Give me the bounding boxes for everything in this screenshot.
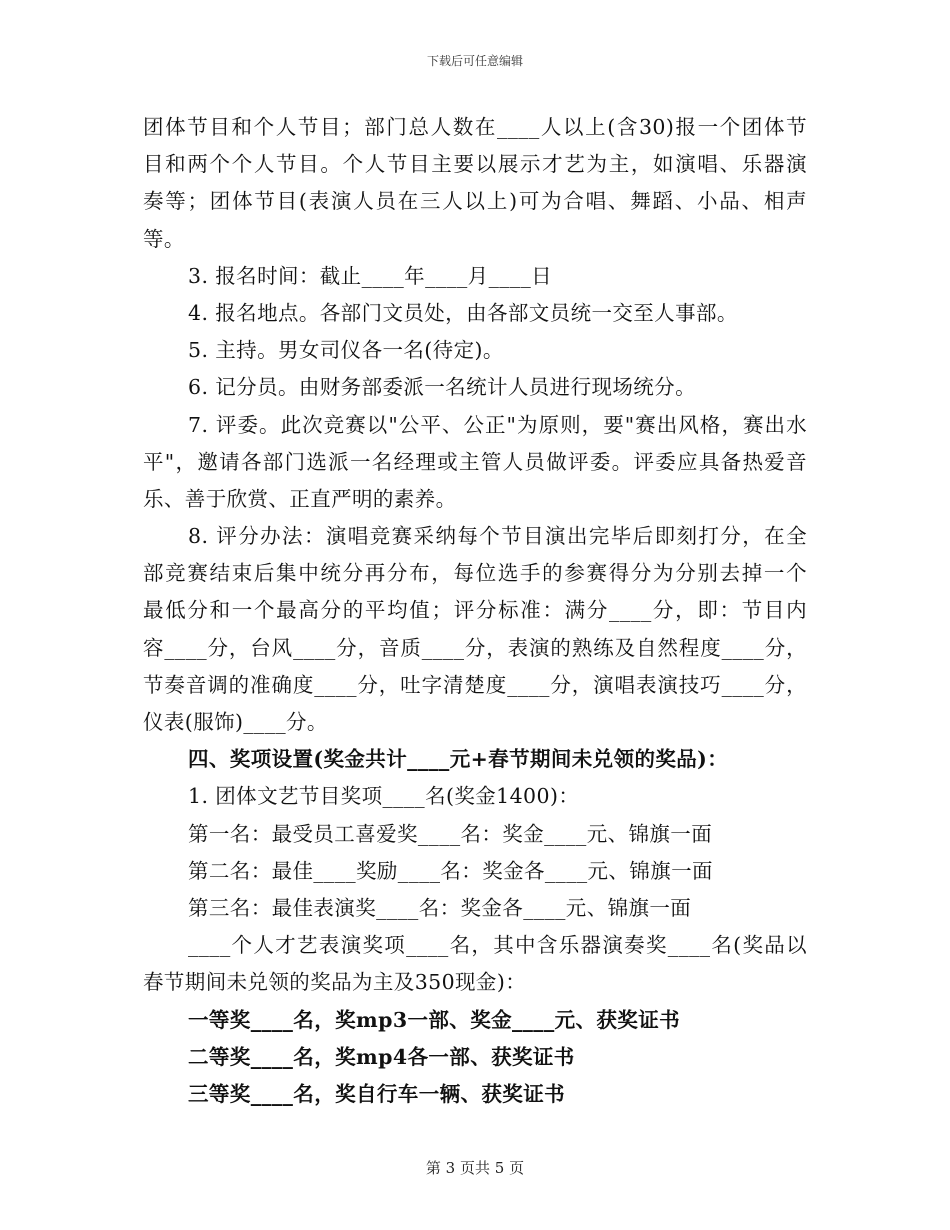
text-line: 二等奖____名，奖mp4各一部、获奖证书 (188, 1044, 575, 1069)
text-line: 最低分和一个最高分的平均值；评分标准：满分____分，即：节目内 (143, 598, 807, 623)
text-line: 平"，邀请各部门选派一名经理或主管人员做评委。评委应具备热爱音 (143, 449, 807, 474)
text-line: ____个人才艺表演奖项____名，其中含乐器演奏奖____名(奖品以 (188, 933, 807, 958)
text-line: 三等奖____名，奖自行车一辆、获奖证书 (188, 1081, 565, 1106)
text-line: 目和两个个人节目。个人节目主要以展示才艺为主，如演唱、乐器演 (143, 152, 807, 177)
text-line: 等。 (143, 226, 185, 251)
text-line: 奏等；团体节目(表演人员在三人以上)可为合唱、舞蹈、小品、相声 (143, 189, 807, 214)
text-line: 节奏音调的准确度____分，吐字清楚度____分，演唱表演技巧____分， (143, 672, 807, 697)
text-line: 7. 评委。此次竞赛以"公平、公正"为原则，要"赛出风格，赛出水 (188, 412, 807, 437)
text-line: 容____分，台风____分，音质____分，表演的熟练及自然程度____分， (143, 635, 807, 660)
text-line: 春节期间未兑领的奖品为主及350现金)： (143, 970, 527, 995)
document-body (143, 109, 807, 1113)
text-line: 四、奖项设置(奖金共计____元+春节期间未兑领的奖品)： (188, 747, 729, 772)
page-number-footer: 第 3 页共 5 页 (425, 1159, 525, 1177)
text-line: 3. 报名时间：截止____年____月____日 (188, 263, 553, 288)
text-line: 1. 团体文艺节目奖项____名(奖金1400)： (188, 784, 580, 809)
text-line: 4. 报名地点。各部门文员处，由各部文员统一交至人事部。 (188, 300, 738, 325)
text-line: 乐、善于欣赏、正直严明的素养。 (143, 486, 457, 511)
text-line: 第二名：最佳____奖励____名：奖金各____元、锦旗一面 (188, 858, 713, 883)
text-line: 5. 主持。男女司仪各一名(待定)。 (188, 338, 504, 363)
text-line: 第一名：最受员工喜爱奖____名：奖金____元、锦旗一面 (188, 821, 713, 846)
text-line: 6. 记分员。由财务部委派一名统计人员进行现场统分。 (188, 375, 696, 400)
text-line: 部竞赛结束后集中统分再分布，每位选手的参赛得分为分别去掉一个 (143, 561, 807, 586)
text-line: 一等奖____名，奖mp3一部、奖金____元、获奖证书 (188, 1007, 680, 1032)
page-header-note: 下载后可任意编辑 (426, 54, 523, 68)
text-line: 第三名：最佳表演奖____名：奖金各____元、锦旗一面 (188, 895, 692, 920)
text-line: 8. 评分办法：演唱竞赛采纳每个节目演出完毕后即刻打分，在全 (188, 524, 807, 549)
text-line: 团体节目和个人节目；部门总人数在____人以上(含30)报一个团体节 (143, 115, 807, 139)
text-line: 仪表(服饰)____分。 (143, 710, 328, 734)
